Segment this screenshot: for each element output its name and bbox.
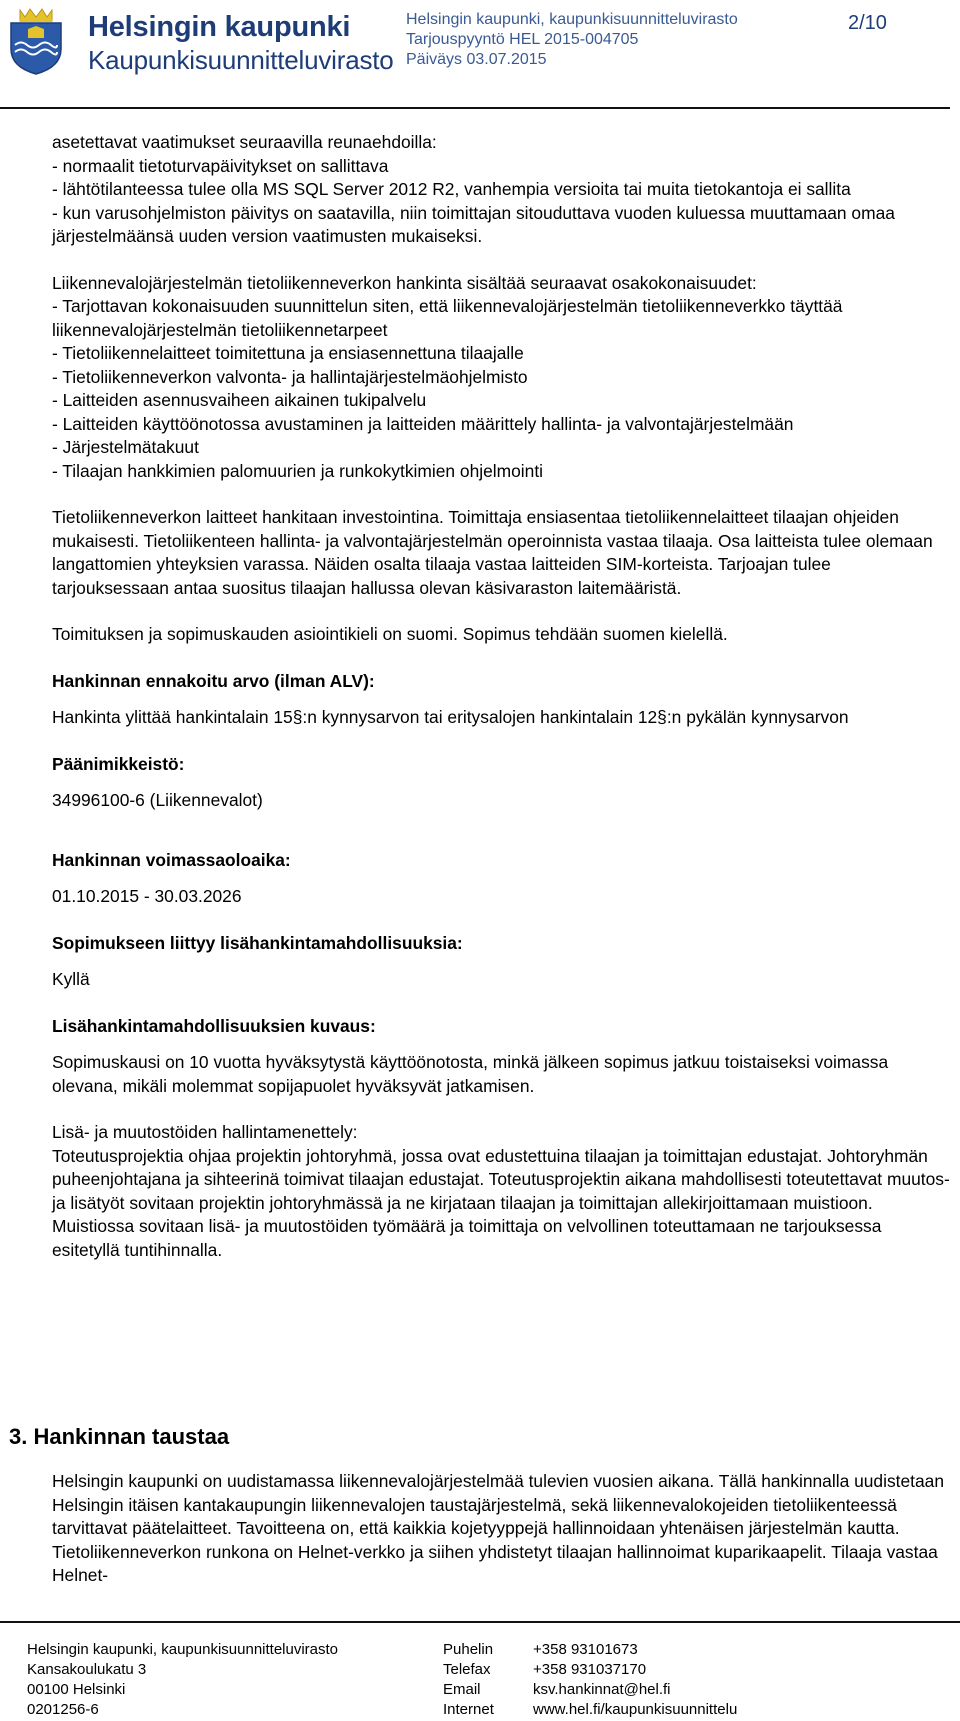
text-line: - kun varusohjelmiston päivitys on saatavilla, niin toimittajan sitouduttava vuoden kuluessa muuttamaan omaa järjestelmäänsä uuden version vaatimusten mukaiseksi. <box>52 202 895 246</box>
page-header <box>0 0 960 112</box>
footer-divider <box>0 1621 960 1623</box>
header-org: Helsingin kaupunki, kaupunkisuunnitteluvirasto <box>406 11 738 28</box>
value-text: Hankinta ylittää hankintalain 15§:n kynnysarvon tai eritysalojen hankintalain 12§:n pykälän kynnysarvon <box>52 707 849 727</box>
background-paragraph: Helsingin kaupunki on uudistamassa liikennevalojärjestelmää tulevien vuosien aikana. Tällä hankinnalla uudistetaan Helsingin itäisen kantakaupungin liikennevalojen taustajärjestelmä, sekä liikennevalokojeiden tietoliikenteessä tarvittavat päätelaitteet. Tavoitteena on, että kaikkia kojetyyppejä hallinnoidaan yhtenäisen järjestelmän kautta. Tietoliikenneverkon runkona on Helnet-verkko ja siihen yhdistetyt tilaajan hallinnoimat kuparikaapelit. Tilaaja vastaa Helnet- <box>52 1471 944 1585</box>
options-text: Kyllä <box>52 969 90 989</box>
city-logo <box>6 3 396 79</box>
text-line: - normaalit tietoturvapäivitykset on sallittava <box>52 155 389 176</box>
footer-values <box>533 1640 737 1720</box>
email-label: Email <box>443 1681 481 1698</box>
text-line: asetettavat vaatimukset seuraavilla reunaehdoilla: <box>52 132 437 152</box>
text-line: - Tietoliikennelaitteet toimitettuna ja ensiasennettuna tilaajalle <box>52 343 524 363</box>
email-value: ksv.hankinnat@hel.fi <box>533 1681 671 1698</box>
value-heading: Hankinnan ennakoitu arvo (ilman ALV): <box>52 670 375 691</box>
period-text: 01.10.2015 - 30.03.2026 <box>52 886 242 906</box>
text-line: Liikennevalojärjestelmän tietoliikenneverkon hankinta sisältää seuraavat osakokonaisuudet: <box>52 272 757 293</box>
phone-label: Puhelin <box>443 1641 494 1658</box>
header-reference: Tarjouspyyntö HEL 2015-004705 <box>406 31 639 48</box>
header-divider <box>0 107 950 109</box>
footer-postal: 00100 Helsinki <box>27 1681 126 1698</box>
brand-department: Kaupunkisuunnitteluvirasto <box>88 45 394 75</box>
text-line: - Tietoliikenneverkon valvonta- ja hallintajärjestelmäohjelmisto <box>52 366 528 387</box>
footer-street: Kansakoulukatu 3 <box>27 1661 147 1678</box>
internet-label: Internet <box>443 1701 494 1718</box>
helsinki-crest-icon <box>6 5 66 75</box>
header-meta <box>406 10 738 70</box>
fax-value: +358 931037170 <box>533 1661 647 1678</box>
options-description-heading: Lisähankintamahdollisuuksien kuvaus: <box>52 1015 376 1036</box>
investment-paragraph: Tietoliikenneverkon laitteet hankitaan investointina. Toimittaja ensiasentaa tietoliikennelaitteet tilaajan ohjeiden mukaisesti. Tietoliikenteen hallinta- ja valvontajärjestelmän operoinnista vastaa tilaaja. Osa laitteista tulee olemaan langattomien yhteyksien varassa. Näiden osalta tilaaja vastaa laitteiden SIM-korteista. Tarjoajan tulee tarjouksessaan antaa suositus tilaajan hallussa olevan käsivaraston laitemääristä. <box>52 507 933 598</box>
options-description-text: Sopimuskausi on 10 vuotta hyväksytystä käyttöönotosta, minkä jälkeen sopimus jatkuu toistaiseksi voimassa olevana, mikäli molemmat sopijapuolet hyväksyvät jatkamisen. <box>52 1052 889 1096</box>
footer-business-id: 0201256-6 <box>27 1701 99 1718</box>
text-line: - Laitteiden asennusvaiheen aikainen tukipalvelu <box>52 390 427 410</box>
brand-name: Helsingin kaupunki <box>88 11 351 43</box>
text-line: - Tilaajan hankkimien palomuurien ja runkokytkimien ohjelmointi <box>52 460 544 481</box>
page-number: 2/10 <box>848 12 887 34</box>
language-paragraph: Toimituksen ja sopimuskauden asiointikieli on suomi. Sopimus tehdään suomen kielellä. <box>52 624 728 644</box>
options-heading: Sopimukseen liittyy lisähankintamahdollisuuksia: <box>52 932 463 953</box>
document-body <box>52 131 952 1262</box>
header-date: Päiväys 03.07.2015 <box>406 51 547 68</box>
cpv-text: 34996100-6 (Liikennevalot) <box>52 790 263 810</box>
text-line: - Järjestelmätakuut <box>52 437 199 457</box>
text-line: - Tarjottavan kokonaisuuden suunnittelun siten, että liikennevalojärjestelmän tietoliikenneverkko täyttää liikennevalojärjestelmän tietoliikennetarpeet <box>52 296 843 340</box>
changes-title: Lisä- ja muutostöiden hallintamenettely: <box>52 1122 358 1142</box>
cpv-heading: Päänimikkeistö: <box>52 753 185 774</box>
fax-label: Telefax <box>443 1661 491 1678</box>
footer-labels <box>443 1640 494 1720</box>
footer-org: Helsingin kaupunki, kaupunkisuunnitteluvirasto <box>27 1641 339 1658</box>
section-heading: 3. Hankinnan taustaa <box>9 1424 230 1449</box>
text-line: - lähtötilanteessa tulee olla MS SQL Server 2012 R2, vanhempia versioita tai muita tietokantoja ei sallita <box>52 179 851 199</box>
phone-value: +358 93101673 <box>533 1641 638 1658</box>
text-line: - Laitteiden käyttöönotossa avustaminen ja laitteiden määrittely hallinta- ja valvontajärjestelmään <box>52 413 794 434</box>
internet-value: www.hel.fi/kaupunkisuunnittelu <box>533 1701 738 1718</box>
changes-text: Toteutusprojektia ohjaa projektin johtoryhmä, jossa ovat edustettuina tilaajan ja toimittajan edustajat. Johtoryhmän puheenjohtajana ja sihteerinä toimivat tilaajan edustajat. Toteutusprojektin aikana mahdollisesti toteutettavat muutos- ja lisätyöt sovitaan projektin johtoryhmässä ja ne kirjataan tilaajan ja toimittajan allekirjoittamaan muistioon. Muistiossa sovitaan lisä- ja muutostöiden työmäärä ja toimittaja on velvollinen toteuttamaan ne tarjouksessa esitetyllä tuntihinnalla. <box>52 1145 950 1260</box>
footer-address <box>27 1640 338 1720</box>
period-heading: Hankinnan voimassaoloaika: <box>52 849 291 870</box>
